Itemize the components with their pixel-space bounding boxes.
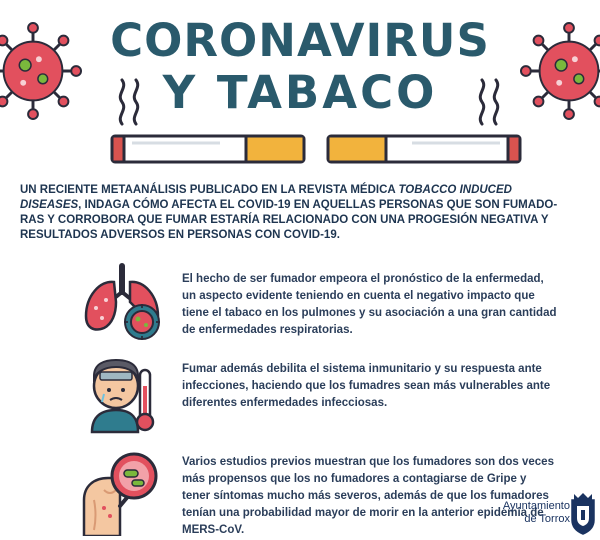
footer-logo-text: Ayuntamiento de Torrox [502,500,570,525]
sick-person-thermometer-icon [82,352,162,436]
page-title: CORONAVIRUS [110,14,490,67]
coronavirus-icon [520,22,600,120]
coat-of-arms-icon [568,492,598,536]
section-paragraph: Varios estudios previos muestran que los fumadores son dos veces más propensos que los no fumadores a contagiarse de Gripe y tener síntomas mucho más severos, además de que los fumadores tenían una probabilidad mayor de morir en la anterior epidemia de MERS-CoV. [182,456,554,536]
section-paragraph: El hecho de ser fumador empeora el pronóstico de la enfermedad, un aspecto evidente teniendo en cuenta el negativo impacto que tiene el tabaco en los pulmones y su asociación a una gran cantidad de enfermedades respiratorias. [182,273,557,336]
infected-lungs-icon [80,262,164,342]
section-paragraph: Fumar además debilita el sistema inmunitario y su respuesta ante infecciones, haciendo que los fumadres sean más vulnerables ante diferentes enfermedades infecciosas. [182,363,551,409]
intro-paragraph: UN RECIENTE METAANÁLISIS PUBLICADO EN LA REVISTA MÉDICA TOBACCO INDUCED DISEASES, INDAGA CÓMO AFECTA EL COVID-19 EN AQUELLAS PERSONAS QUE SON FUMADO- RAS Y CORROBORA QUE FUMAR ESTARÍA RELACIONADO CON UNA PROGESIÓN NEGATIVA Y RESULTADOS ADVERSOS EN PERSONAS CON COVID-19. [20,184,558,241]
page-subtitle: Y TABACO [162,66,438,119]
body-virus-magnifier-icon [80,450,160,536]
smoke-icon [474,76,508,126]
coronavirus-icon [0,22,82,120]
cigarette-icon [326,134,522,164]
cigarette-icon [110,134,306,164]
smoke-icon [114,76,148,126]
